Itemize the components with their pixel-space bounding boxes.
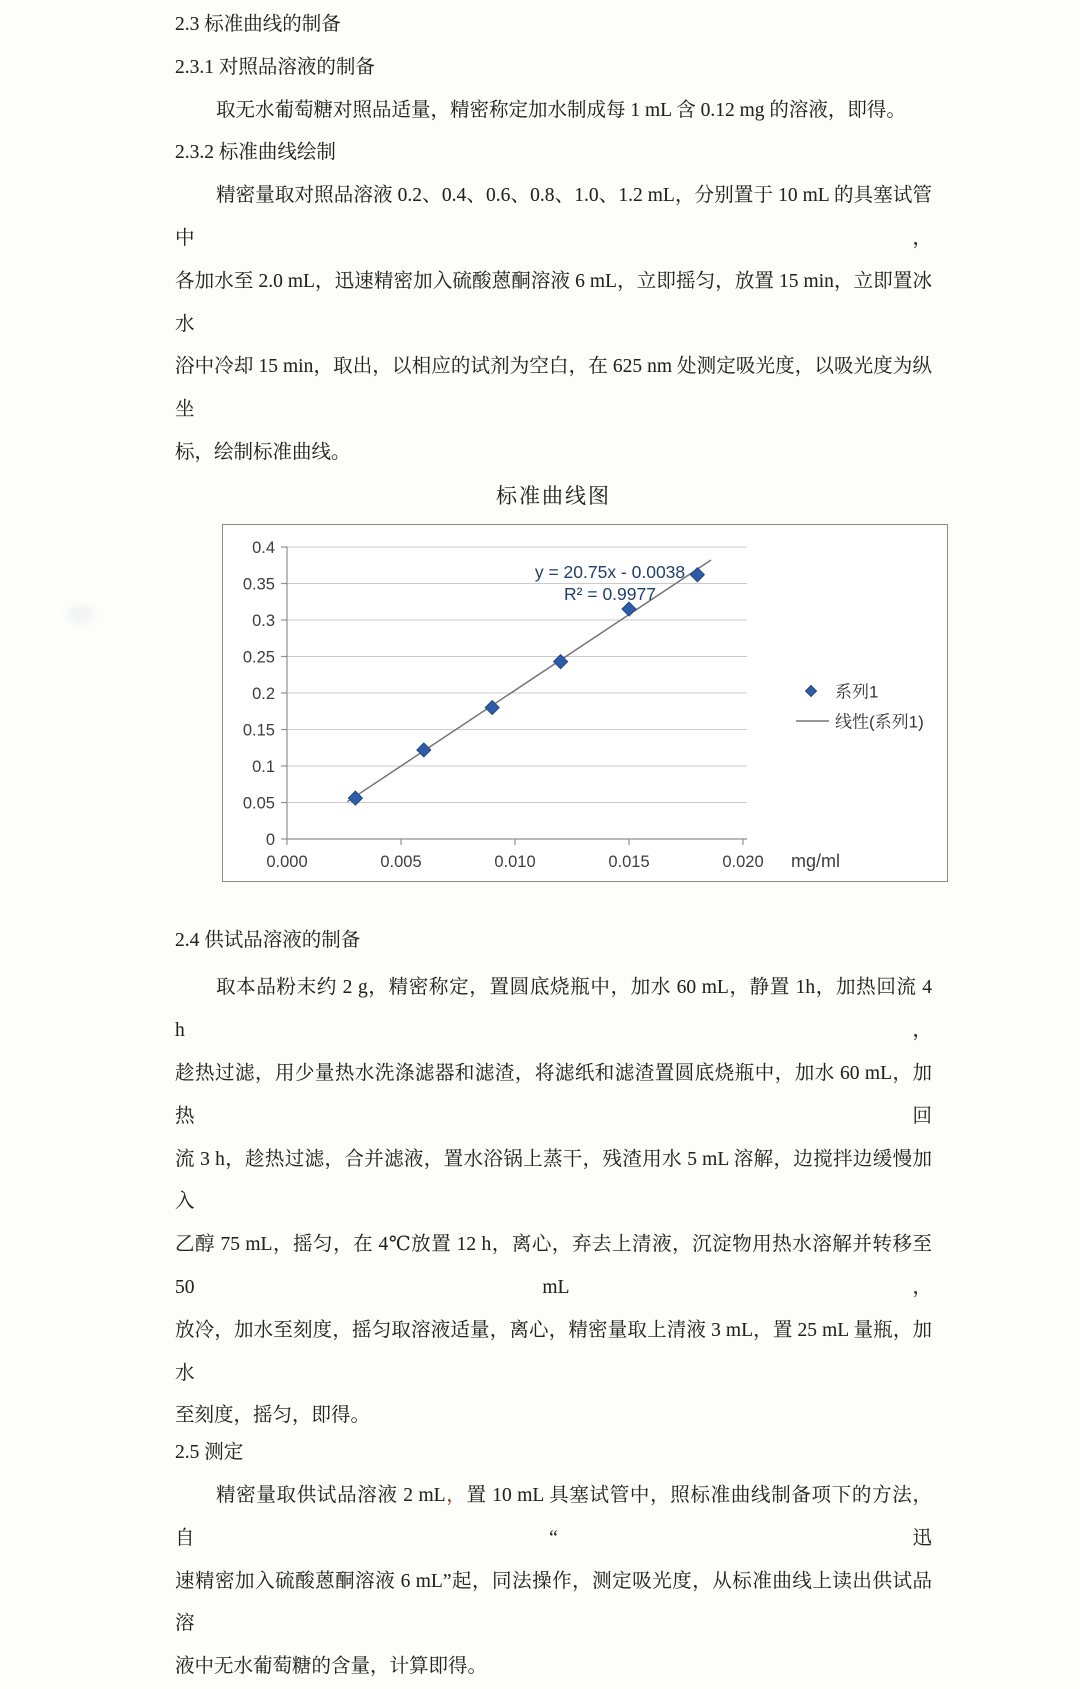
y-tick-label: 0.2 [252, 684, 275, 703]
paragraph-line [175, 175, 932, 261]
legend-trendline-label: 线性(系列1) [835, 712, 924, 732]
paragraph-line [175, 967, 932, 1053]
text-segment: 精密量取对照品溶液 0.2、0.4、0.6、0.8、1.0、1.2 mL，分别置于 10 mL 的具塞试管中， [175, 185, 932, 249]
text-segment: 取本品粉末约 2 g，精密称定，置圆底烧瓶中，加水 60 mL，静置 1h，加热回流 4 h， [175, 977, 932, 1042]
text-segment: ， [445, 1484, 467, 1506]
paragraph-line [175, 1646, 932, 1689]
paragraph-line [175, 1139, 932, 1225]
y-tick-label: 0 [265, 830, 275, 849]
paragraph-line [175, 432, 932, 475]
y-tick-label: 0.15 [242, 721, 275, 740]
chart-plot [223, 525, 947, 881]
text-segment: 2.5 测定 [175, 1442, 244, 1464]
text-segment: 标准曲线图 [496, 483, 611, 508]
legend-marker-diamond [806, 685, 817, 696]
text-segment: 2.3.2 标准曲线绘制 [175, 142, 336, 164]
paragraph-line [175, 261, 932, 347]
data-point-diamond [690, 567, 704, 581]
y-tick-label: 0.4 [252, 538, 275, 557]
paragraph-line [175, 90, 932, 133]
section-heading-2-3 [175, 4, 932, 47]
chart-title [175, 475, 932, 518]
equation-label: y = 20.75x - 0.0038 [534, 561, 686, 582]
text-segment: 液中无水葡萄糖的含量，计算即得。 [175, 1656, 488, 1678]
text-segment: 标，绘制标准曲线。 [175, 441, 351, 463]
paragraph-line [175, 1053, 932, 1139]
text-segment: 精密量取供试品溶液 2 mL [216, 1484, 446, 1506]
text-segment: 2.4 供试品溶液的制备 [175, 929, 361, 951]
text-segment: 2.3.1 对照品溶液的制备 [175, 56, 375, 78]
x-axis-unit-label: mg/ml [791, 850, 840, 871]
text-segment: 至刻度，摇匀，即得。 [175, 1405, 371, 1427]
text-segment: 速精密加入硫酸蒽酮溶液 6 mL”起，同法操作，测定吸光度，从标准曲线上读出供试品溶 [175, 1570, 932, 1635]
text-segment: 取无水葡萄糖对照品适量，精密称定加水制成每 1 mL 含 0.12 mg 的溶液，即得。 [216, 99, 906, 121]
paragraph-line [175, 1310, 932, 1396]
section-heading-2-3-2 [175, 132, 932, 175]
y-tick-label: 0.05 [242, 794, 275, 813]
r-squared-label: R² = 0.9977 [564, 583, 656, 604]
trendline [347, 560, 711, 802]
legend-series-label: 系列1 [835, 682, 879, 702]
section-heading-2-4 [175, 920, 932, 963]
x-tick-label: 0.020 [722, 852, 764, 871]
x-tick-label: 0.010 [494, 852, 536, 871]
paragraph-line [175, 346, 932, 432]
y-tick-label: 0.3 [252, 611, 275, 630]
section-heading-2-5 [175, 1432, 932, 1475]
data-point-diamond [622, 602, 636, 616]
paragraph-line [175, 1561, 932, 1647]
scan-artifact [68, 605, 94, 623]
text-segment: 各加水至 2.0 mL，迅速精密加入硫酸蒽酮溶液 6 mL，立即摇匀，放置 15 min，立即置冰水 [175, 270, 932, 335]
x-tick-label: 0.000 [266, 852, 308, 871]
section-heading-2-3-1 [175, 47, 932, 90]
text-segment: 流 3 h，趁热过滤，合并滤液，置水浴锅上蒸干，残渣用水 5 mL 溶解，边搅拌边缓慢加入 [175, 1148, 932, 1213]
document-body [175, 0, 932, 1689]
text-segment: 乙醇 75 mL，摇匀，在 4℃放置 12 h，离心，弃去上清液，沉淀物用热水溶解并转移至 50 mL， [175, 1234, 932, 1298]
y-tick-label: 0.1 [252, 757, 275, 776]
standard-curve-chart [222, 524, 948, 882]
text-segment: 置 10 mL 具塞试管中，照标准曲线制备项下的方法，自“迅 [175, 1484, 932, 1549]
text-segment: 放冷，加水至刻度，摇匀取溶液适量，离心，精密量取上清液 3 mL，置 25 mL 量瓶，加水 [175, 1319, 932, 1384]
x-tick-label: 0.005 [380, 852, 422, 871]
text-segment: 浴中冷却 15 min，取出，以相应的试剂为空白，在 625 nm 处测定吸光度，以吸光度为纵坐 [175, 356, 932, 421]
paragraph-line [175, 1475, 932, 1561]
text-segment: 趁热过滤，用少量热水洗涤滤器和滤渣，将滤纸和滤渣置圆底烧瓶中，加水 60 mL，加热回 [175, 1062, 932, 1127]
paragraph-line [175, 1224, 932, 1310]
y-tick-label: 0.35 [242, 575, 275, 594]
y-tick-label: 0.25 [242, 648, 275, 667]
text-segment: 2.3 标准曲线的制备 [175, 14, 341, 35]
x-tick-label: 0.015 [608, 852, 650, 871]
